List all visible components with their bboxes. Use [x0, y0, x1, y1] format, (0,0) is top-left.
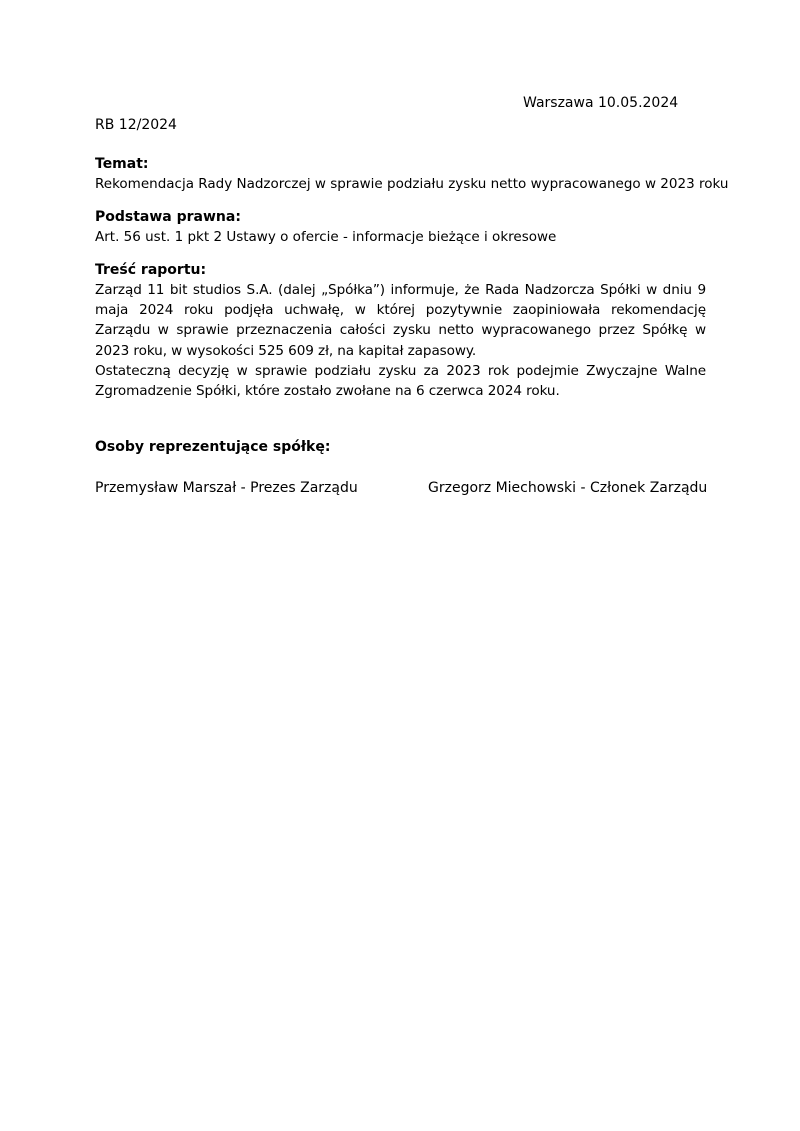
- representative-board-member: Grzegorz Miechowski - Członek Zarządu: [428, 480, 708, 496]
- place-date: Warszawa 10.05.2024: [523, 95, 679, 111]
- legal-basis-heading: Podstawa prawna:: [95, 209, 241, 225]
- report-content-section: [95, 260, 706, 401]
- report-number: RB 12/2024: [95, 117, 177, 133]
- report-content-heading: Treść raportu:: [95, 262, 207, 278]
- report-content-body: [95, 280, 706, 401]
- subject-heading: Temat:: [95, 156, 149, 172]
- subject-section: [95, 154, 729, 194]
- legal-basis-text: Art. 56 ust. 1 pkt 2 Ustawy o ofercie - informacje bieżące i okresowe: [95, 229, 557, 245]
- representative-president: Przemysław Marszał - Prezes Zarządu: [95, 480, 358, 496]
- subject-text: Rekomendacja Rady Nadzorczej w sprawie podziału zysku netto wypracowanego w 2023 roku: [95, 176, 729, 192]
- report-paragraph-2: Ostateczną decyzję w sprawie podziału zysku za 2023 rok podejmie Zwyczajne Walne Zgromadzenie Spółki, które zostało zwołane na 6 czerwca 2024 roku.: [95, 362, 706, 400]
- report-paragraph-1: Zarząd 11 bit studios S.A. (dalej „Spółka”) informuje, że Rada Nadzorcza Spółki w dniu 9 maja 2024 roku podjęła uchwałę, w której pozytywnie zaopiniowała rekomendację Zarządu w sprawie przeznaczenia całości zysku netto wypracowanego przez Spółkę w 2023 roku, w wysokości 525 609 zł, na kapitał zapasowy.: [95, 282, 706, 359]
- representatives-heading: Osoby reprezentujące spółkę:: [95, 439, 331, 455]
- legal-basis-section: [95, 207, 706, 247]
